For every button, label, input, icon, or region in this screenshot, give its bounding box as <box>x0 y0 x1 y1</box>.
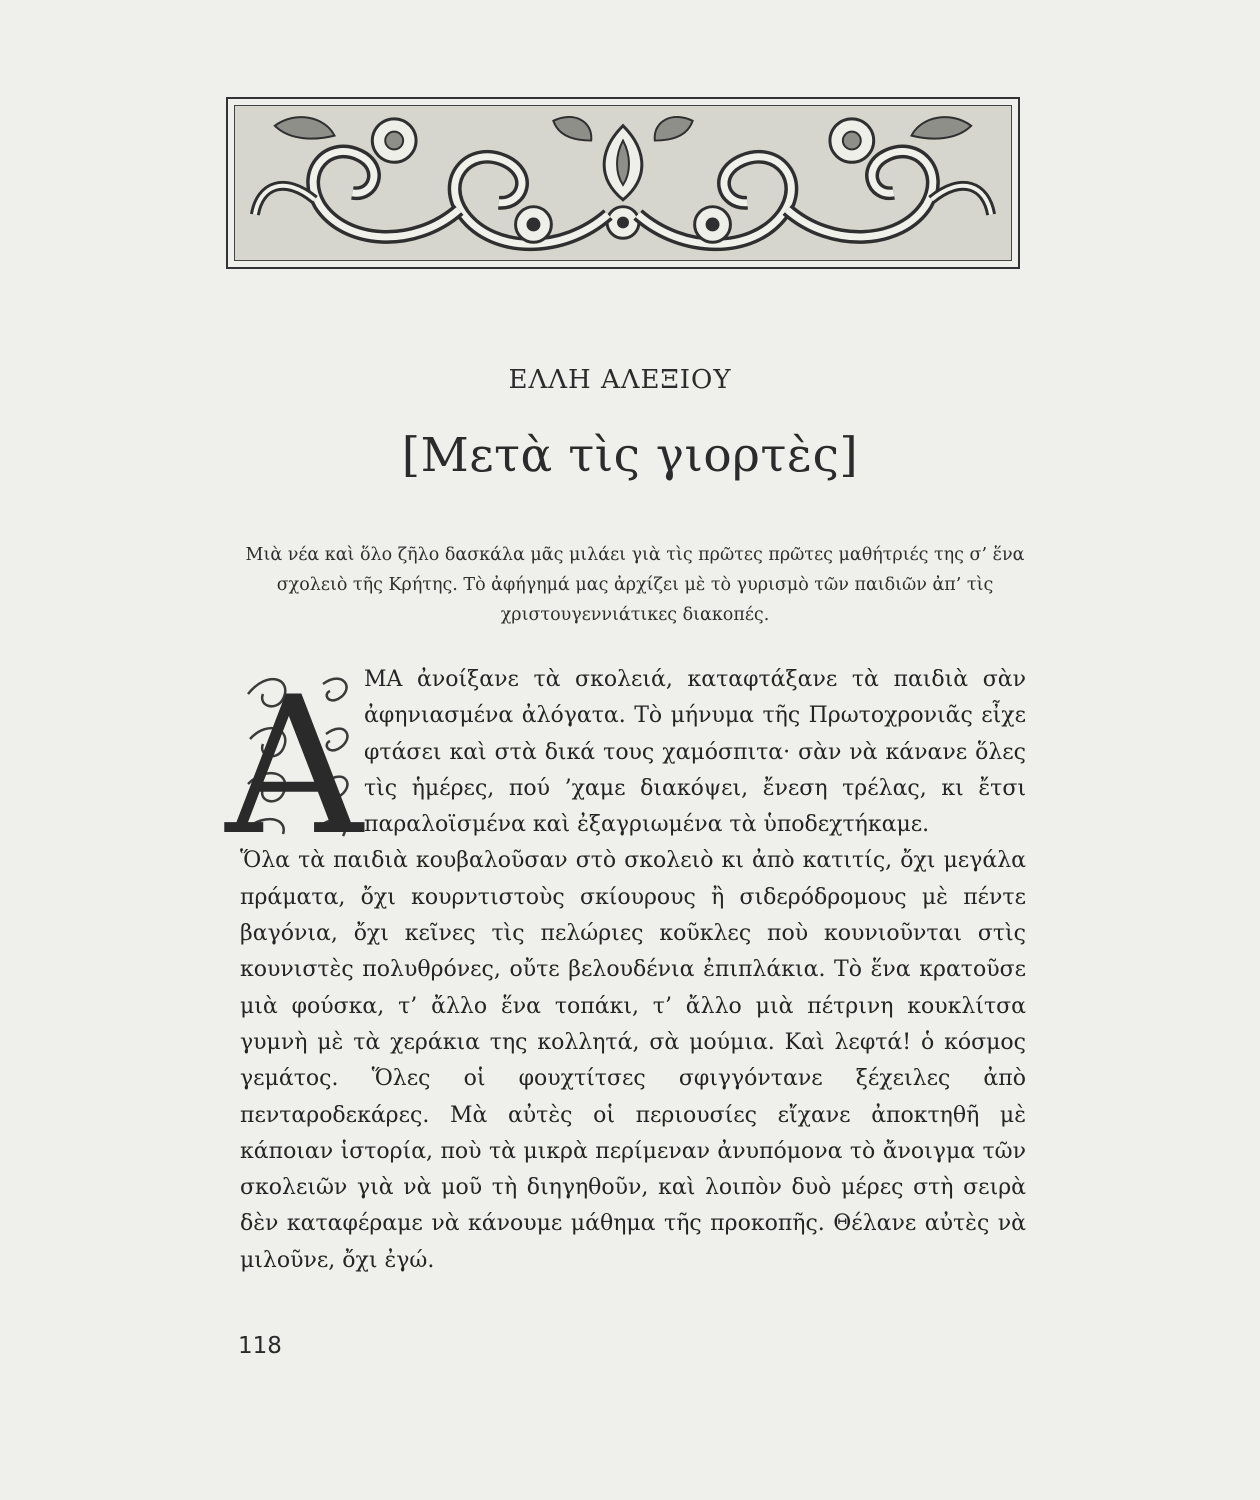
story-title: [Μετὰ τὶς γιορτὲς] <box>401 428 859 483</box>
scroll-ornament-icon <box>235 106 1011 260</box>
intro-note: Μιὰ νέα καὶ ὅλο ζῆλο δασκάλα μᾶς μιλάει γιὰ τὶς πρῶτες πρῶτες μαθήτριές της σ’ ἕνα σχολειὸ τῆς Κρήτης. Τὸ ἀφήγημά μας ἀρχίζει μὲ τὸ γυρισμὸ τῶν παιδιῶν ἀπ’ τὶς χριστουγεννιάτικες διακοπές. <box>245 545 1025 625</box>
author-name: ΕΛΛΗ ΑΛΕΞΙΟΥ <box>508 365 732 395</box>
ornament-frame <box>234 105 1012 261</box>
paragraph-1-text: ΜΑ ἀνοίξανε τὰ σκολειά, καταφτάξανε τὰ παιδιὰ σὰν ἀφηνιασμένα ἀλόγατα. Τὸ μήνυμα τῆς Πρωτοχρονιᾶς εἶχε φτάσει καὶ στὰ δικά τους χαμόσπιτα· σὰν νὰ κάνανε ὅλες τὶς ἡμέρες, πού ’χαμε διακόψει, ἔνεση τρέλας, κι ἔτσι παραλοϊσμένα καὶ ἐξαγριωμένα τὰ ὑποδεχτήκαμε. <box>364 667 1026 838</box>
page-number: 118 <box>238 1333 282 1359</box>
paragraph <box>240 662 1026 843</box>
story-body <box>240 662 1026 1279</box>
paragraph: Ὅλα τὰ παιδιὰ κουβαλοῦσαν στὸ σκολειὸ κι ἀπὸ κατιτίς, ὄχι μεγάλα πράματα, ὄχι κουρντιστοὺς σκίουρους ἢ σιδερόδρομους μὲ πέντε βαγόνια, ὄχι κεῖνες τὶς πελώριες κοῦκλες ποὺ κουνιοῦνται στὶς κουνιστὲς πολυθρόνες, οὔτε βελουδένια ἐπιπλάκια. Τὸ ἕνα κρατοῦσε μιὰ φούσκα, τ’ ἄλλο ἕνα τοπάκι, τ’ ἄλλο μιὰ πέτρινη κουκλίτσα γυμνὴ μὲ τὰ χεράκια της κολλητά, σὰ μούμια. Καὶ λεφτά! ὁ κόσμος γεμάτος. Ὅλες οἱ φουχτίτσες σφιγγόντανε ξέχειλες ἀπὸ πενταροδεκάρες. Μὰ αὐτὲς οἱ περιουσίες εἴχανε ἀποκτηθῆ μὲ κάποιαν ἱστορία, ποὺ τὰ μικρὰ περίμεναν ἀνυπόμονα τὸ ἄνοιγμα τῶν σκολειῶν γιὰ νὰ μοῦ τὴ διηγηθοῦν, καὶ λοιπὸν δυὸ μέρες στὴ σειρὰ δὲν καταφέραμε νὰ κάνουμε μάθημα τῆς προκοπῆς. Θέλανε αὐτὲς νὰ μιλοῦνε, ὄχι ἐγώ. <box>240 848 1026 1273</box>
drop-cap-letter: Α <box>225 656 363 877</box>
ornamental-header-band <box>226 97 1020 269</box>
